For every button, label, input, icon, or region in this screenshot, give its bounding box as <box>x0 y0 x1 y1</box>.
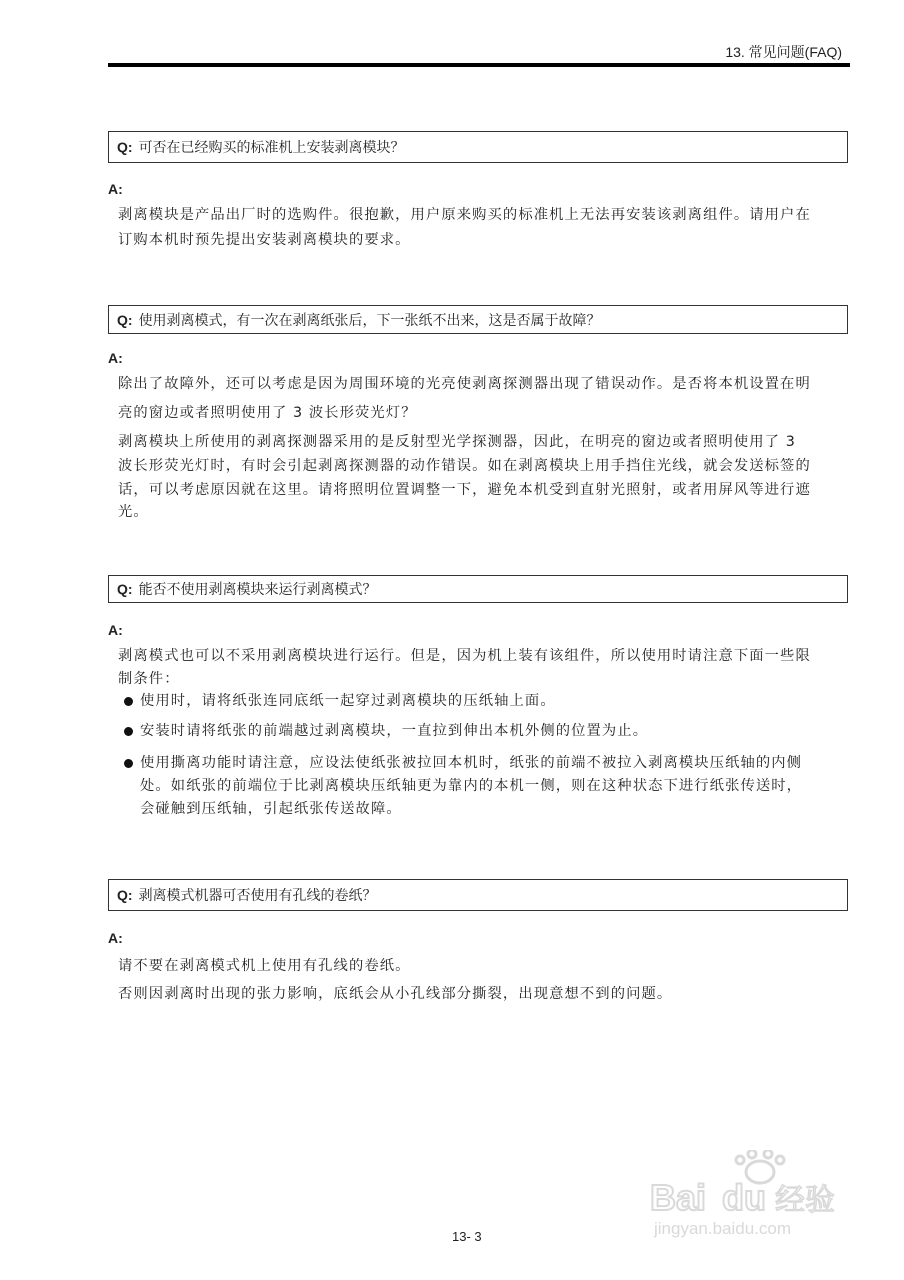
baidu-watermark-logo <box>640 1150 860 1240</box>
bullet-text: 使用撕离功能时请注意，应设法使纸张被拉回本机时，纸张的前端不被拉入剥离模块压纸轴的内侧 <box>140 755 803 771</box>
answer-line: 订购本机时预先提出安装剥离模块的要求。 <box>118 232 411 248</box>
q-label: Q: <box>117 581 133 597</box>
q-label: Q: <box>117 887 133 903</box>
bullet-text: 使用时，请将纸张连同底纸一起穿过剥离模块的压纸轴上面。 <box>140 693 556 709</box>
a-label: A: <box>108 350 123 366</box>
answer-line: 光。 <box>118 504 149 520</box>
answer-line: 话，可以考虑原因就在这里。请将照明位置调整一下，避免本机受到直射光照射，或者用屏风等进行遮 <box>118 482 811 498</box>
answer-line: 请不要在剥离模式机上使用有孔线的卷纸。 <box>118 958 411 974</box>
a-label: A: <box>108 622 123 638</box>
bullet-item <box>140 754 802 772</box>
svg-text:Bai: Bai <box>650 1177 707 1218</box>
q-label: Q: <box>117 139 133 155</box>
bullet-item <box>140 722 648 740</box>
answer-line: 制条件： <box>118 671 180 687</box>
answer-line: 除出了故障外，还可以考虑是因为周围环境的光亮使剥离探测器出现了错误动作。是否将本机设置在明 <box>118 376 811 392</box>
svg-text:jingyan.baidu.com: jingyan.baidu.com <box>654 1219 792 1238</box>
question-box <box>108 879 848 911</box>
question-text: 可否在已经购买的标准机上安装剥离模块？ <box>138 140 405 156</box>
bullet-text-continued: 处。如纸张的前端位于比剥离模块压纸轴更为靠内的本机一侧，则在这种状态下进行纸张传送时， <box>140 778 803 794</box>
answer-line: 否则因剥离时出现的张力影响，底纸会从小孔线部分撕裂，出现意想不到的问题。 <box>118 986 673 1002</box>
answer-line: 剥离模块上所使用的剥离探测器采用的是反射型光学探测器，因此，在明亮的窗边或者照明使用了 3 <box>118 434 796 450</box>
svg-text:经验: 经验 <box>775 1183 835 1218</box>
bullet-text: 安装时请将纸张的前端越过剥离模块，一直拉到伸出本机外侧的位置为止。 <box>140 723 649 739</box>
question-box <box>108 305 848 334</box>
answer-line: 波长形荧光灯时，有时会引起剥离探测器的动作错误。如在剥离模块上用手挡住光线，就会发送标签的 <box>118 458 811 474</box>
answer-line: 剥离模式也可以不采用剥离模块进行运行。但是，因为机上装有该组件，所以使用时请注意下面一些限 <box>118 648 811 664</box>
section-header: 13. 常见问题(FAQ) <box>725 44 842 60</box>
page-number: 13- 3 <box>452 1229 482 1244</box>
question-text: 能否不使用剥离模块来运行剥离模式？ <box>138 582 377 598</box>
answer-line: 亮的窗边或者照明使用了 3 波长形荧光灯？ <box>118 405 417 421</box>
bullet-icon <box>124 697 133 706</box>
svg-text:du: du <box>722 1177 766 1218</box>
header-rule <box>108 63 850 67</box>
a-label: A: <box>108 181 123 197</box>
question-text: 剥离模式机器可否使用有孔线的卷纸？ <box>138 888 377 904</box>
question-box <box>108 575 848 603</box>
q-label: Q: <box>117 311 133 328</box>
question-text: 使用剥离模式，有一次在剥离纸张后，下一张纸不出来，这是否属于故障？ <box>138 312 601 329</box>
bullet-icon <box>124 759 133 768</box>
bullet-item <box>140 692 556 710</box>
bullet-text-continued: 会碰触到压纸轴，引起纸张传送故障。 <box>140 801 402 817</box>
bullet-icon <box>124 727 133 736</box>
answer-line: 剥离模块是产品出厂时的选购件。很抱歉，用户原来购买的标准机上无法再安装该剥离组件。请用户在 <box>118 207 811 223</box>
a-label: A: <box>108 930 123 946</box>
question-box <box>108 131 848 163</box>
